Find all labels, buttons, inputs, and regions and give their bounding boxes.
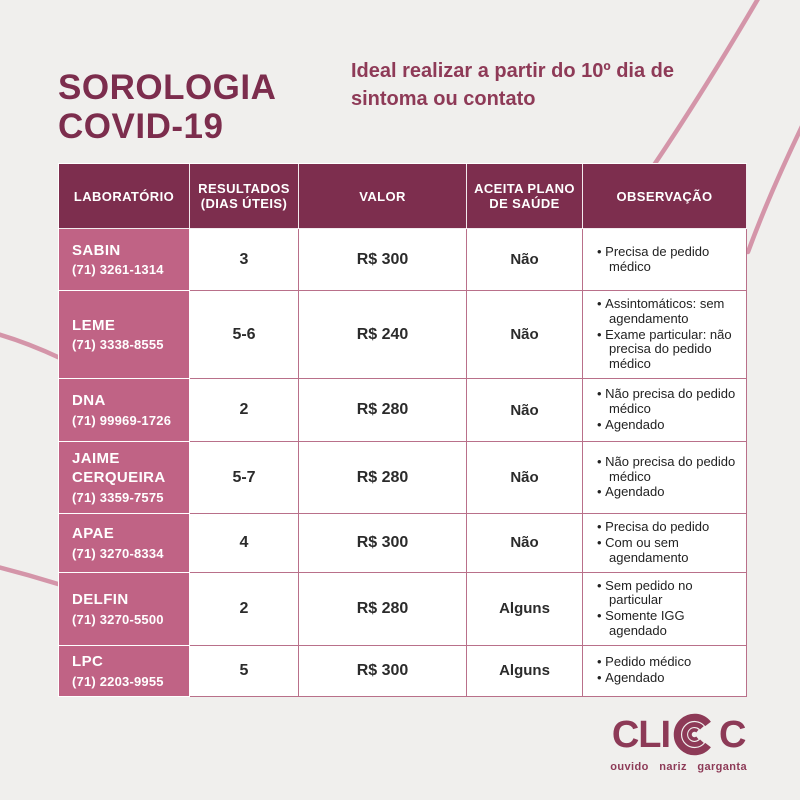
labs-table — [58, 163, 747, 697]
observation-list — [597, 387, 741, 432]
observation-cell — [583, 229, 747, 291]
insurance-cell: Não — [467, 514, 583, 572]
days-cell: 3 — [190, 229, 299, 291]
observation-cell — [583, 645, 747, 696]
concentric-c-ear-icon — [671, 711, 718, 758]
col-header-aceita-plano: ACEITA PLANO DE SAÚDE — [467, 164, 583, 229]
col-header-laboratorio: LABORATÓRIO — [59, 164, 190, 229]
table-row — [59, 572, 747, 645]
insurance-cell: Alguns — [467, 572, 583, 645]
price-cell: R$ 280 — [299, 379, 467, 442]
observation-item: • Exame particular: não precisa do pedido médico — [597, 328, 741, 372]
lab-phone: (71) 3270-5500 — [72, 611, 164, 627]
deco-curve-left-lower — [0, 566, 58, 584]
table-header-row — [59, 164, 747, 229]
insurance-cell: Não — [467, 442, 583, 514]
logo-letter-c: C — [719, 713, 746, 756]
lab-name: DELFIN — [72, 590, 129, 608]
price-cell: R$ 300 — [299, 645, 467, 696]
lab-cell — [59, 572, 190, 645]
price-cell: R$ 300 — [299, 229, 467, 291]
lab-cell — [59, 229, 190, 291]
col-header-valor: VALOR — [299, 164, 467, 229]
lab-name: LPC — [72, 652, 104, 670]
lab-name: DNA — [72, 392, 106, 410]
deco-curve-top-right-inner — [748, 118, 800, 252]
observation-list — [597, 455, 741, 500]
days-cell: 5-7 — [190, 442, 299, 514]
table-row — [59, 442, 747, 514]
lab-phone: (71) 99969-1726 — [72, 412, 172, 428]
observation-list — [597, 245, 741, 275]
lab-phone: (71) 3359-7575 — [72, 489, 164, 505]
lab-name: LEME — [72, 316, 116, 334]
days-cell: 2 — [190, 379, 299, 442]
observation-item: • Agendado — [597, 418, 741, 433]
clicc-logo-wordmark — [610, 711, 747, 758]
days-cell: 5 — [190, 645, 299, 696]
observation-item: • Não precisa do pedido médico — [597, 455, 741, 485]
price-cell: R$ 240 — [299, 291, 467, 379]
days-cell: 2 — [190, 572, 299, 645]
observation-item: • Somente IGG agendado — [597, 609, 741, 639]
observation-cell — [583, 291, 747, 379]
title-line-1: SOROLOGIA — [58, 68, 277, 108]
logo-tagline: ouvido nariz garganta — [610, 761, 747, 773]
observation-item: • Agendado — [597, 485, 741, 500]
observation-list — [597, 579, 741, 639]
observation-cell — [583, 379, 747, 442]
title-line-2: COVID-19 — [58, 106, 224, 146]
price-cell: R$ 280 — [299, 442, 467, 514]
page-title — [58, 69, 276, 146]
observation-item: • Precisa de pedido médico — [597, 245, 741, 275]
observation-item: • Precisa do pedido — [597, 520, 741, 535]
table-row — [59, 229, 747, 291]
page-subtitle: Ideal realizar a partir do 10º dia de sintoma ou contato — [351, 60, 674, 111]
table-row — [59, 379, 747, 442]
days-cell: 5-6 — [190, 291, 299, 379]
lab-phone: (71) 2203-9955 — [72, 673, 164, 689]
observation-item: • Não precisa do pedido médico — [597, 387, 741, 417]
price-cell: R$ 280 — [299, 572, 467, 645]
observation-list — [597, 655, 741, 686]
lab-cell — [59, 379, 190, 442]
observation-item: • Sem pedido no particular — [597, 579, 741, 609]
lab-phone: (71) 3270-8334 — [72, 545, 164, 561]
observation-item: • Com ou sem agendamento — [597, 536, 741, 566]
days-cell: 4 — [190, 514, 299, 572]
insurance-cell: Alguns — [467, 645, 583, 696]
observation-list — [597, 520, 741, 565]
price-cell: R$ 300 — [299, 514, 467, 572]
lab-phone: (71) 3261-1314 — [72, 262, 164, 278]
clicc-logo — [610, 711, 747, 773]
table-row — [59, 645, 747, 696]
insurance-cell: Não — [467, 291, 583, 379]
deco-curve-left-upper — [0, 333, 60, 358]
lab-name: SABIN — [72, 241, 121, 259]
lab-name: JAIME CERQUEIRA — [72, 450, 166, 487]
observation-item: • Pedido médico — [597, 655, 741, 670]
lab-cell — [59, 442, 190, 514]
lab-cell — [59, 291, 190, 379]
insurance-cell: Não — [467, 379, 583, 442]
observation-cell — [583, 514, 747, 572]
table-row — [59, 291, 747, 379]
col-header-observacao: OBSERVAÇÃO — [583, 164, 747, 229]
insurance-cell: Não — [467, 229, 583, 291]
observation-item: • Agendado — [597, 671, 741, 686]
observation-item: • Assintomáticos: sem agendamento — [597, 297, 741, 327]
lab-name: APAE — [72, 524, 115, 542]
observation-cell — [583, 572, 747, 645]
observation-cell — [583, 442, 747, 514]
lab-phone: (71) 3338-8555 — [72, 337, 164, 353]
lab-cell — [59, 514, 190, 572]
col-header-resultados: RESULTADOS (DIAS ÚTEIS) — [190, 164, 299, 229]
observation-list — [597, 297, 741, 372]
logo-letters-cli: CLI — [611, 713, 671, 756]
lab-cell — [59, 645, 190, 696]
table-row — [59, 514, 747, 572]
